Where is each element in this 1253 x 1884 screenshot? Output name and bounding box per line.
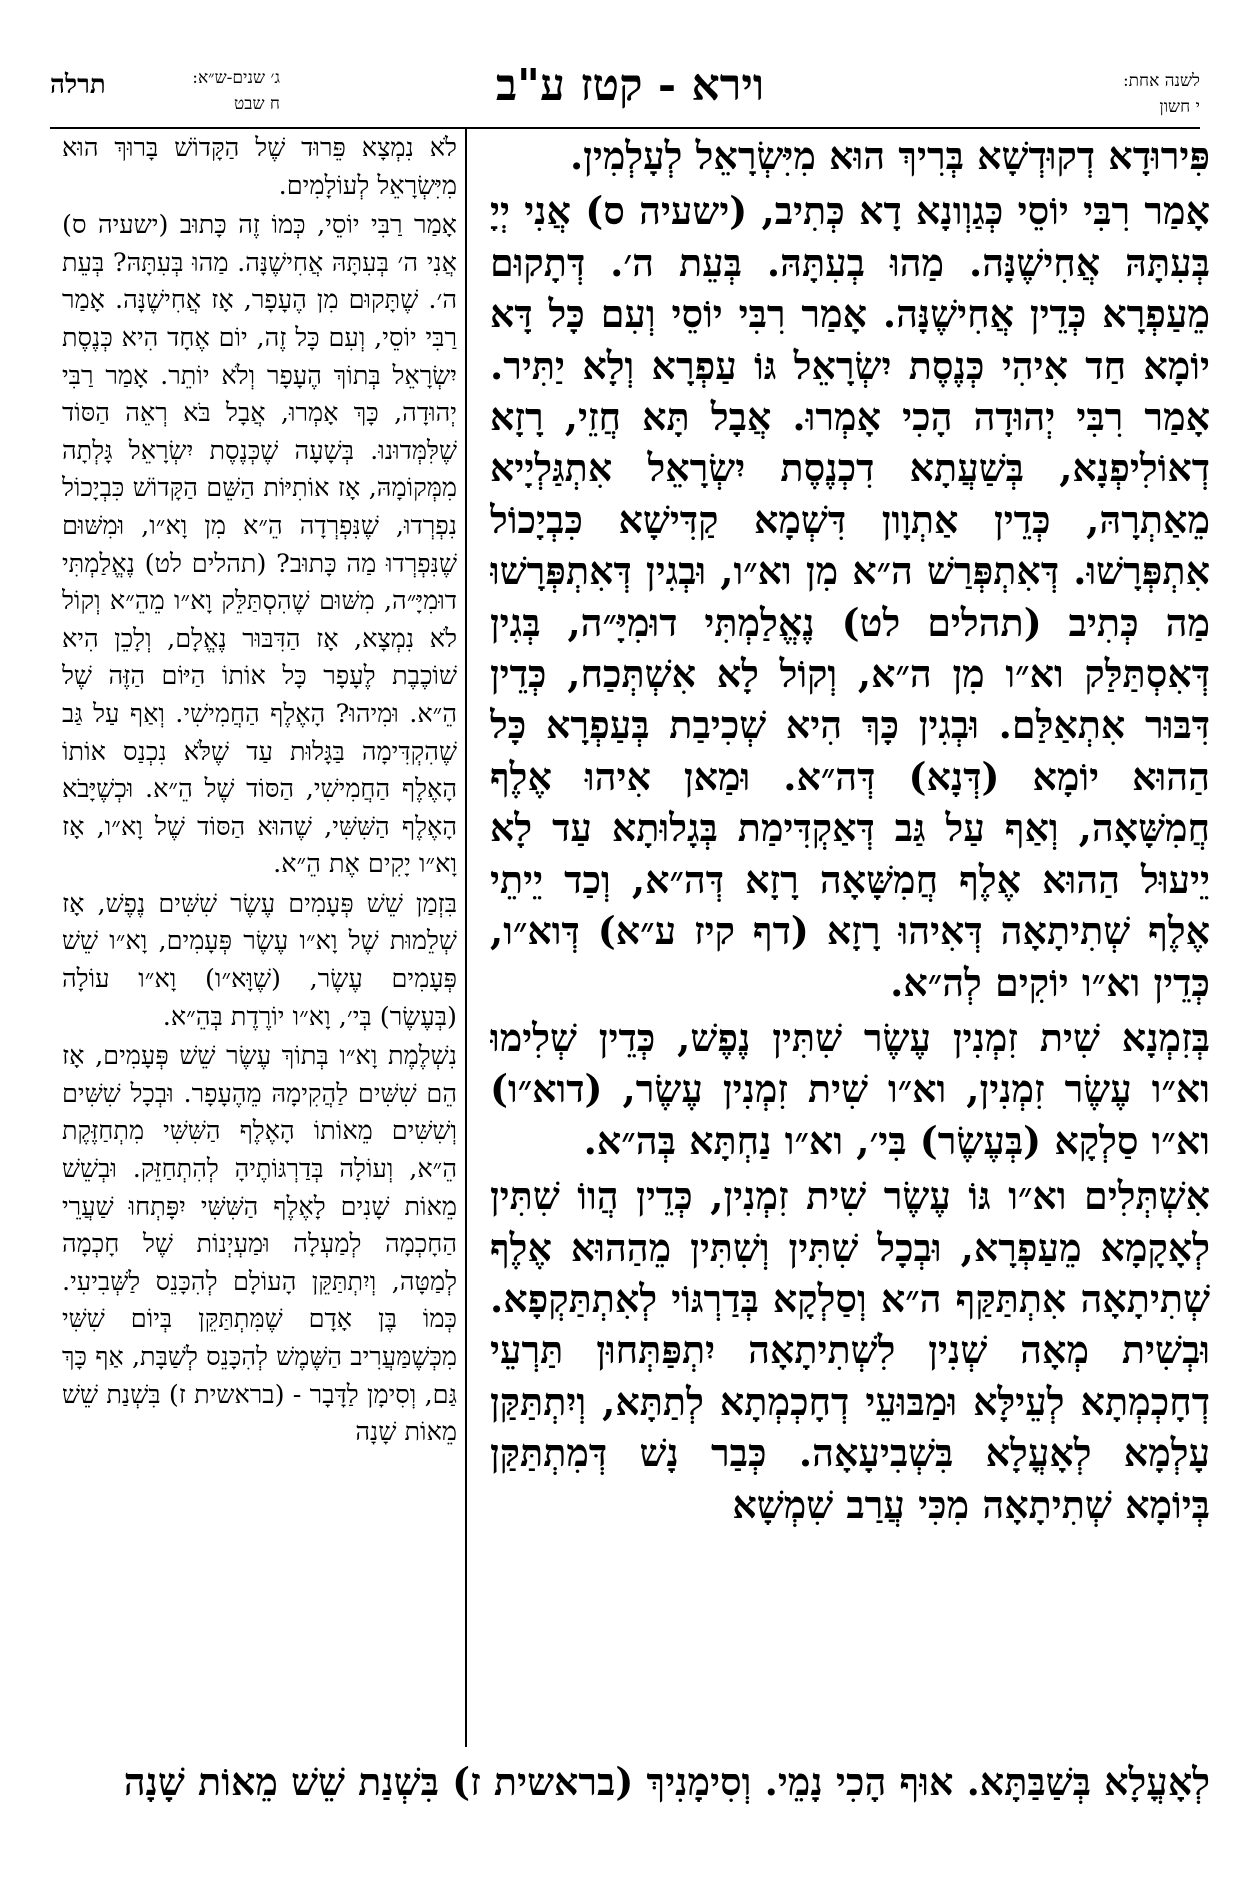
- translation-paragraph: בִּזְמַן שֵׁשׁ פְּעָמִים עֶשֶׂר שִׁשִּׁים נֶפֶשׁ, אָז שְׁלֵמוּת שֶׁל וָא״ו עֶשֶׂר פְּעָמִים, וָא״ו שֵׁשׁ פְּעָמִים עֶשֶׂר, (שֶׁוָּא״ו) וָא״ו עוֹלָה (בְּעֶשֶׂר) בְּי׳, וָא״ו יוֹרֶדֶת בְּהֵ״א.: [62, 888, 457, 1032]
- main-text-column: [490, 130, 1210, 1750]
- page-header: [50, 60, 1200, 130]
- main-paragraph: בְּזִמְנָא שִׁית זִמְנִין עֶשֶׂר שִׁתִּין נֶפֶשׁ, כְּדֵין שְׁלִימוּ וא״ו עֶשֶׂר זִמְנִין, וא״ו שִׁית זִמְנִין עֶשֶׂר, (דוא״ו) וא״ו סַלְקָא (בְּעֶשֶׂר) בִּי׳, וא״ו נַחְתָּא בְּה״א.: [490, 1014, 1210, 1163]
- header-left-block: [50, 68, 290, 118]
- header-right-block: [1000, 68, 1200, 120]
- header-right-date: י חשון: [1159, 97, 1200, 117]
- header-divider: [50, 127, 1200, 129]
- main-paragraph: אִשְׁתְּלִים וא״ו גּוֹ עֶשֶׂר שִׁית זִמְנִין, כְּדֵין הֲווֹ שִׁתִּין לְאָקָמָא מֵעַפְרָא, וּבְכָל שִׁתִּין וְשִׁתִּין מֵהַהוּא אֶלֶף שְׁתִיתָאָה אִתְתַּקַּף ה״א וְסַלְקָא בְּדַרְגּוֹי לְאִתְתַּקְפָא. וּבְשִׁית מְאָה שְׁנִין לִשְׁתִיתָאָה יִתְפַּתְּחוּן תַּרְעֵי דְחָכְמְתָא לְעֵילָּא וּמַבּוּעֵי דְחָכְמְתָא לְתַתָּא, וְיִתְתַּקַּן עָלְמָא לְאָעֳלָא בִּשְׁבִיעָאָה. כְּבַר נָשׁ דְּמִתְתַּקַּן בְּיוֹמָא שְׁתִיתָאָה מִכִּי עֲרַב שִׁמְשָׁא: [490, 1173, 1210, 1527]
- header-left-date: ח שבט: [234, 94, 280, 114]
- translation-paragraph: נִשְׁלֶמֶת וָא״ו בְּתוֹךְ עֶשֶׂר שֵׁשׁ פְּעָמִים, אָז הֵם שִׁשִּׁים לַהֲקִימָהּ מֵהֶעָפָר. וּבְכָל שִׁשִּׁים וְשִׁשִּׁים מֵאוֹתוֹ הָאֶלֶף הַשִּׁשִּׁי מִתְחַזֶּקֶת הֵ״א, וְעוֹלָה בְּדַרְגּוֹתֶיהָ לְהִתְחַזֵּק. וּבְשֵׁשׁ מֵאוֹת שָׁנִים לָאֶלֶף הַשִּׁשִּׁי יִפָּתְחוּ שַׁעֲרֵי הַחָכְמָה לְמַעְלָה וּמַעְיְנוֹת שֶׁל חָכְמָה לְמַטָּה, וְיִתְתַּקֵּן הָעוֹלָם לְהִכָּנֵס לַשְּׁבִיעִי. כְּמוֹ בֶּן אָדָם שֶׁמִּתְתַּקֵּן בְּיוֹם שִׁשִּׁי מִכְּשֶׁמַּעֲרִיב הַשֶּׁמֶשׁ לְהִכָּנֵס לְשַׁבָּת, אַף כָּךְ גַּם, וְסִימָן לַדָּבָר - (בראשית ז) בִּשְׁנַת שֵׁשׁ מֵאוֹת שָׁנָה: [62, 1041, 457, 1448]
- header-one-year-label: לשנה אחת:: [1122, 71, 1200, 91]
- page-title: וירא - קטז ע"ב: [495, 60, 765, 111]
- main-paragraph: פִּירוּדָא דְקוּדְשָׁא בְּרִיךְ הוּא מִיִּשְׂרָאֵל לְעָלְמִין.: [569, 133, 1210, 178]
- header-parsha-number: תרלה: [50, 70, 106, 100]
- translation-paragraph: אָמַר רַבִּי יוֹסֵי, כְּמוֹ זֶה כָּתוּב (ישעיה ס) אֲנִי ה׳ בְּעִתָּהּ אֲחִישֶׁנָּה. מַהוּ בְּעִתָּהּ? בְּעֵת ה׳. שֶׁתָּקוּם מִן הֶעָפָר, אָז אֲחִישֶׁנָּה. אָמַר רַבִּי יוֹסֵי, וְעִם כָּל זֶה, יוֹם אֶחָד הִיא כְּנֶסֶת יִשְׂרָאֵל בְּתוֹךְ הֶעָפָר וְלֹא יוֹתֵר. אָמַר רַבִּי יְהוּדָה, כָּךְ אָמְרוּ, אֲבָל בֹּא רְאֵה הַסּוֹד שֶׁלִּמְּדוּנוּ. בְּשָׁעָה שֶׁכְּנֶסֶת יִשְׂרָאֵל גָּלְתָה מִמְּקוֹמָהּ, אָז אוֹתִיּוֹת הַשֵּׁם הַקָּדוֹשׁ כִּבְיָכוֹל נִפְרְדוּ, שֶׁנִּפְרְדָה הֵ״א מִן וָא״ו, וּמִשּׁוּם שֶׁנִּפְרְדוּ מַה כָּתוּב? (תהלים לט) נֶאֱלַמְתִּי דוּמִיָּ״ה, מִשּׁוּם שֶׁהִסְתַּלֵּק וָא״ו מֵהֵ״א וְקוֹל לֹא נִמְצָא, אָז הַדִּבּוּר נֶאֱלָם, וְלָכֵן הִיא שׁוֹכֶבֶת לֶעָפָר כָּל אוֹתוֹ הַיּוֹם הַזֶּה שֶׁל הֵ״א. וּמִיהוּ? הָאֶלֶף הַחֲמִישִׁי. וְאַף עַל גַּב שֶׁהִקְדִּימָה בַּגָּלוּת עַד שֶׁלֹּא נִכְנַס אוֹתוֹ הָאֶלֶף הַחֲמִישִׁי, הַסּוֹד שֶׁל הֵ״א. וּכְשֶׁיָּבֹא הָאֶלֶף הַשִּׁשִּׁי, שֶׁהוּא הַסּוֹד שֶׁל וָא״ו, אָז וָא״ו יָקִים אֶת הֵ״א.: [62, 210, 457, 880]
- translation-paragraph: לֹא נִמְצָא פֵּרוּד שֶׁל הַקָּדוֹשׁ בָּרוּךְ הוּא מִיִּשְׂרָאֵל לְעוֹלָמִים.: [62, 133, 457, 201]
- header-years-label: ג׳ שנים-ש״א:: [192, 68, 280, 88]
- bottom-continuation-line: לְאָעֳלָא בְּשַׁבַּתָּא. אוּף הָכִי נָמֵי. וְסִימָנִיךְ (בראשית ז) בִּשְׁנַת שֵׁשׁ מֵאוֹת שָׁנָה: [123, 1759, 1210, 1804]
- main-paragraph: אָמַר רִבִּי יוֹסֵי כְּגַוְונָא דָא כְּתִיב, (ישעיה ס) אֲנִי יְיָ בְּעִתָּהּ אֲחִישֶׁנָּה. מַהוּ בְעִתָּהּ. בְּעֵת ה׳. דְּתָקוּם מֵעַפְרָא כְּדֵין אֲחִישֶׁנָּה. אָמַר רִבִּי יוֹסֵי וְעִם כָּל דָּא יוֹמָא חַד אִיהִי כְּנֶסֶת יִשְׂרָאֵל גּוֹ עַפְרָא וְלָא יַתִּיר. אָמַר רִבִּי יְהוּדָה הָכִי אָמְרוּ. אֲבָל תָּא חֲזֵי, רָזָא דְאוֹלִיפְנָא, בְּשַׁעֲתָא דִכְנֶסֶת יִשְׂרָאֵל אִתְגַּלְיָיא מֵאַתְרָהּ, כְּדֵין אַתְוָון דִּשְׁמָא קַדִּישָׁא כִּבְיָכוֹל אִתְפְּרָשׁוּ. דְּאִתְפְּרַשׁ ה״א מִן וא״ו, וּבְגִין דְּאִתְפְּרָשׁוּ מַה כְּתִיב (תהלים לט) נֶאֱלַמְתִּי דוּמִיָּ״ה, בְּגִין דְּאִסְתַּלַּק וא״ו מִן ה״א, וְקוֹל לָא אִשְׁתְּכַח, כְּדֵין דִּבּוּר אִתְאַלַּם. וּבְגִין כָּךְ הִיא שְׁכִיבַת בְּעַפְרָא כָּל הַהוּא יוֹמָא (דְּנָא) דְּה״א. וּמַאן אִיהוּ אֶלֶף חֲמִשָּׁאָה, וְאַף עַל גַּב דְּאַקְדִּימַת בְּגָלוּתָא עַד לָא יֵיעוּל הַהוּא אֶלֶף חֲמִשָּׁאָה רָזָא דְּה״א, וְכַד יֵיתֵי אֶלֶף שְׁתִיתָאָה דְּאִיהוּ רָזָא (דף קיז ע״א) דְּוא״ו, כְּדֵין וא״ו יוֹקִים לְה״א.: [490, 188, 1210, 1005]
- translation-column: [62, 130, 457, 1750]
- column-divider: [465, 127, 467, 1747]
